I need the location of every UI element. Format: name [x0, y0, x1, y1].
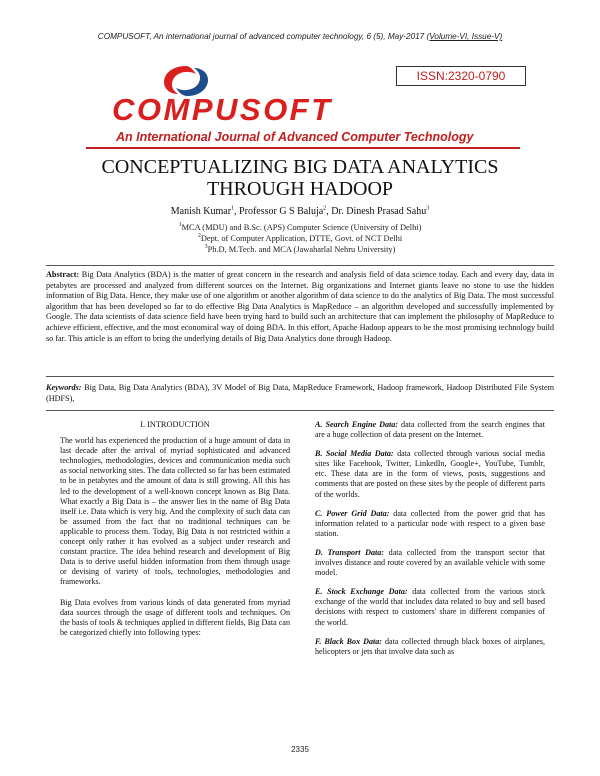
- data-type-item: [315, 420, 545, 440]
- data-type-item: [315, 548, 545, 578]
- data-type-text: data collected through black boxes of airplanes, helicopters or jets that involve data such as: [315, 636, 545, 656]
- data-type-item: [315, 509, 545, 539]
- data-type-text: data collected through various social media sites like Facebook, Twitter, LinkedIn, Google+, YouTube, Tumblr, etc. These data are in the form of views, posts, suggestions and comments that are posted on these sites by the people of different parts of the worlds.: [315, 449, 545, 499]
- data-type-item: [315, 587, 545, 627]
- logo-wordmark: COMPUSOFT: [112, 92, 333, 127]
- paper-title: [60, 156, 540, 200]
- data-type-label: F. Black Box Data:: [315, 636, 382, 646]
- affiliation-superscript: 2: [197, 233, 201, 240]
- abstract-text: Big Data Analytics (BDA) is the matter of great concern in the research and analysis field of data science today. Each and every day, data in petabytes are processed and analyzed from different sources on the Internet. Big organizations and Internet giants leave no stone to use the hidden information of Big Data. Hence, they make use of one algorithm or another algorithm of data science to do the analytics of Big Data. The most successful algorithm that has been developed so far to do effective Big Data Analytics is MapReduce – an algorithm developed and successfully implemented by Google. The data scientists of data science field have been trying hard to build such an architecture that can implement the philosophy of MapReduce to achieve efficient, effective, and the most economical way of doing BDA. In this effort, Apache Hadoop appears to be the most promising technology build so far. This article is an effort to bring the underlying details of Big Data Analytics done through Hadoop.: [46, 270, 554, 343]
- author-list: [60, 206, 540, 217]
- header-divider: [86, 147, 520, 149]
- data-type-label: E. Stock Exchange Data:: [315, 587, 408, 597]
- data-type-label: D. Transport Data:: [315, 547, 385, 557]
- affiliation-text: Dept. of Computer Application, DTTE, Govt. of NCT Delhi: [200, 234, 403, 243]
- left-column: [60, 420, 290, 648]
- keywords: [46, 383, 554, 404]
- author-superscript: 1: [231, 205, 235, 212]
- keywords-text: Big Data, Big Data Analytics (BDA), 3V Model of Big Data, MapReduce Framework, Hadoop framework, Hadoop Distributed File System (HDFS),: [46, 383, 554, 403]
- author-superscript: 2: [323, 205, 327, 212]
- right-column: [315, 420, 545, 666]
- author-separator: ,: [234, 206, 240, 217]
- affiliation-superscript: 3: [204, 244, 208, 251]
- keywords-divider: [46, 410, 554, 411]
- author-name: Dr. Dinesh Prasad Sahu: [331, 206, 427, 217]
- data-type-text: data collected from the various stock exchange of the world that includes data related to buy and sell based decisions with respect to customers' share in different companies of the world.: [315, 587, 545, 627]
- data-type-item: [315, 449, 545, 499]
- journal-tagline: An International Journal of Advanced Computer Technology: [116, 130, 474, 144]
- data-type-label: C. Power Grid Data:: [315, 508, 390, 518]
- data-type-label: B. Social Media Data:: [315, 449, 394, 459]
- body-paragraph: Big Data evolves from various kinds of data generated from myriad data sources through the usage of different tools and techniques. On the basis of tools & techniques applied in different fields, Big Data can be categorized chiefly into following types:: [60, 597, 290, 637]
- affiliation-superscript: 1: [178, 222, 182, 229]
- data-type-text: data collected from the search engines that are a huge collection of data present on the Internet.: [315, 420, 545, 440]
- author-name: Professor G S Baluja: [239, 206, 324, 217]
- affiliation-1: [60, 223, 540, 232]
- author-separator: ,: [326, 206, 332, 217]
- title-line-2: THROUGH HADOOP: [206, 178, 394, 200]
- data-type-text: data collected from the power grid that has information related to a particular node with respect to a given base station.: [315, 508, 545, 538]
- body-paragraph: The world has experienced the production of a huge amount of data in last decade after the arrival of myriad sophisticated and advanced technologies, methodologies, devices and communication media such as social networking sites. The data collected so far has been estimated to be in petabytes and the amount of data is still growing. All this has led to the development of a well-known concept known as Big Data. What exactly a Big Data is – the answer lies in the name of Big Data itself i.e. Data which is very big. And the complexity of such data can be assumed from the fact that no traditional techniques can be applicable to process them. Today, Big Data is not restricted within a concept only rather it has evolved as a subject under research and constant practice. The idea behind research and development of Big Data is to derive useful hidden information from them through usage or devising of variety of tools, technologies, methodologies and frameworks.: [60, 436, 290, 587]
- affiliation-text: Ph.D, M.Tech. and MCA (Jawaharlal Nehru University): [207, 245, 396, 254]
- author-name: Manish Kumar: [170, 206, 232, 217]
- issn-box: ISSN:2320-0790: [396, 66, 526, 86]
- affiliation-2: [60, 234, 540, 243]
- running-header: [0, 32, 600, 41]
- data-type-label: A. Search Engine Data:: [315, 420, 399, 429]
- author-superscript: 3: [426, 205, 430, 212]
- title-line-1: CONCEPTUALIZING BIG DATA ANALYTICS: [101, 156, 499, 178]
- section-heading: I. INTRODUCTION: [140, 420, 210, 429]
- affiliation-3: [60, 245, 540, 254]
- data-type-item: [315, 637, 545, 657]
- abstract: [46, 265, 554, 377]
- data-type-text: data collected from the transport sector that involves distance and route covered by an available vehicle with some model.: [315, 547, 545, 578]
- abstract-label: Abstract:: [46, 270, 80, 279]
- keywords-label: Keywords:: [46, 383, 82, 392]
- affiliation-text: MCA (MDU) and B.Sc. (APS) Computer Science (University of Delhi): [181, 223, 422, 232]
- volume-issue: (Volume-VI, Issue-V): [426, 32, 503, 41]
- page-number: 2335: [291, 745, 309, 754]
- running-head-text: COMPUSOFT, An international journal of advanced computer technology, 6 (5), May-2017: [97, 32, 427, 41]
